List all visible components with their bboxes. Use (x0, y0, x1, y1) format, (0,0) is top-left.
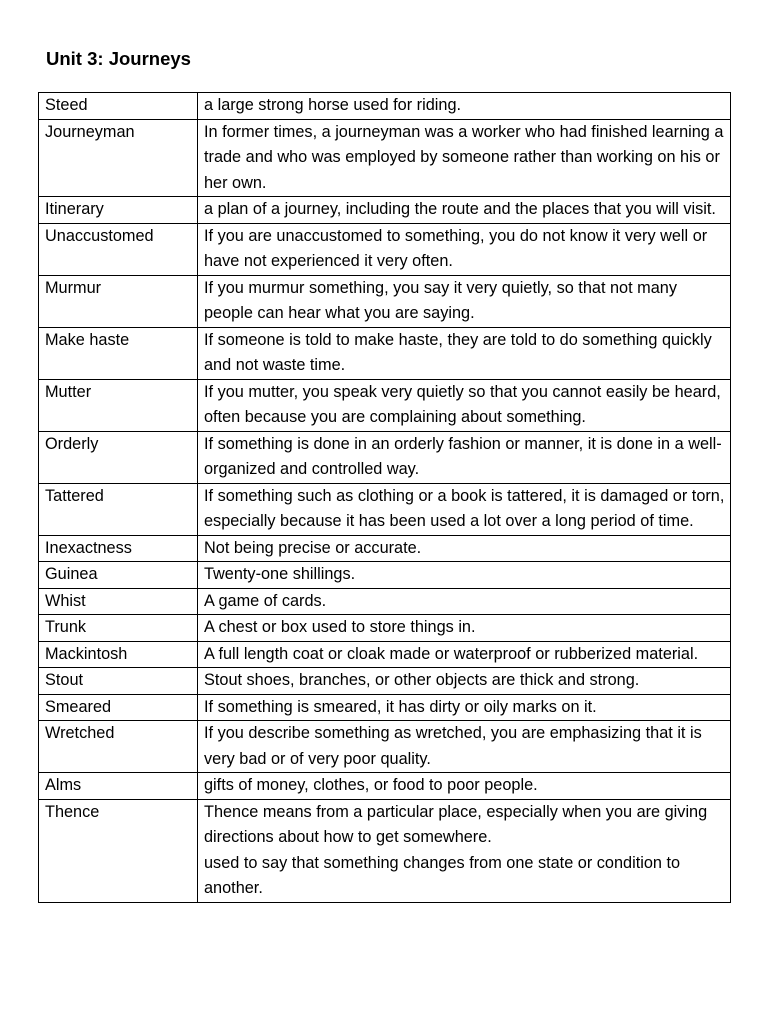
vocabulary-table (38, 92, 731, 903)
table-row (39, 275, 731, 327)
term-cell: Whist (39, 588, 198, 615)
page-title: Unit 3: Journeys (46, 48, 191, 69)
table-row (39, 327, 731, 379)
definition-cell: If you describe something as wretched, you are emphasizing that it is very bad or of very poor quality. (198, 721, 731, 773)
table-row (39, 431, 731, 483)
table-row (39, 694, 731, 721)
term-cell: Itinerary (39, 197, 198, 224)
table-row (39, 93, 731, 120)
term-cell: Wretched (39, 721, 198, 773)
table-row (39, 588, 731, 615)
definition-cell: gifts of money, clothes, or food to poor people. (198, 773, 731, 800)
table-row (39, 773, 731, 800)
definition-cell (198, 799, 731, 902)
term-cell: Guinea (39, 562, 198, 589)
term-cell: Stout (39, 668, 198, 695)
definition-cell: If you mutter, you speak very quietly so that you cannot easily be heard, often because you are complaining about something. (198, 379, 731, 431)
definition-cell: If something such as clothing or a book is tattered, it is damaged or torn, especially because it has been used a lot over a long period of time. (198, 483, 731, 535)
definition-cell: a large strong horse used for riding. (198, 93, 731, 120)
term-cell: Thence (39, 799, 198, 902)
definition-cell: If something is smeared, it has dirty or oily marks on it. (198, 694, 731, 721)
definition-cell: If someone is told to make haste, they are told to do something quickly and not waste time. (198, 327, 731, 379)
term-cell: Orderly (39, 431, 198, 483)
table-row (39, 223, 731, 275)
table-row (39, 615, 731, 642)
definition-cell: If you murmur something, you say it very quietly, so that not many people can hear what you are saying. (198, 275, 731, 327)
term-cell: Make haste (39, 327, 198, 379)
definition-cell: Stout shoes, branches, or other objects are thick and strong. (198, 668, 731, 695)
table-row (39, 119, 731, 197)
definition-cell: If you are unaccustomed to something, you do not know it very well or have not experienced it very often. (198, 223, 731, 275)
definition-cell: If something is done in an orderly fashion or manner, it is done in a well-organized and controlled way. (198, 431, 731, 483)
definition-cell: A chest or box used to store things in. (198, 615, 731, 642)
definition-cell: A full length coat or cloak made or waterproof or rubberized material. (198, 641, 731, 668)
table-row (39, 799, 731, 902)
term-cell: Alms (39, 773, 198, 800)
term-cell: Steed (39, 93, 198, 120)
definition-cell: Not being precise or accurate. (198, 535, 731, 562)
definition-cell: In former times, a journeyman was a worker who had finished learning a trade and who was employed by someone rather than working on his or her own. (198, 119, 731, 197)
definition-cell: A game of cards. (198, 588, 731, 615)
term-cell: Murmur (39, 275, 198, 327)
term-cell: Trunk (39, 615, 198, 642)
table-row (39, 483, 731, 535)
table-row (39, 562, 731, 589)
table-row (39, 721, 731, 773)
term-cell: Journeyman (39, 119, 198, 197)
definition-line: used to say that something changes from one state or condition to another. (204, 853, 681, 897)
table-row (39, 535, 731, 562)
term-cell: Inexactness (39, 535, 198, 562)
term-cell: Mutter (39, 379, 198, 431)
table-row (39, 641, 731, 668)
definition-cell: Twenty-one shillings. (198, 562, 731, 589)
term-cell: Tattered (39, 483, 198, 535)
table-row (39, 379, 731, 431)
term-cell: Mackintosh (39, 641, 198, 668)
definition-cell: a plan of a journey, including the route and the places that you will visit. (198, 197, 731, 224)
term-cell: Unaccustomed (39, 223, 198, 275)
table-row (39, 668, 731, 695)
table-row (39, 197, 731, 224)
definition-line: Thence means from a particular place, especially when you are giving directions about how to get somewhere. (204, 802, 708, 846)
term-cell: Smeared (39, 694, 198, 721)
